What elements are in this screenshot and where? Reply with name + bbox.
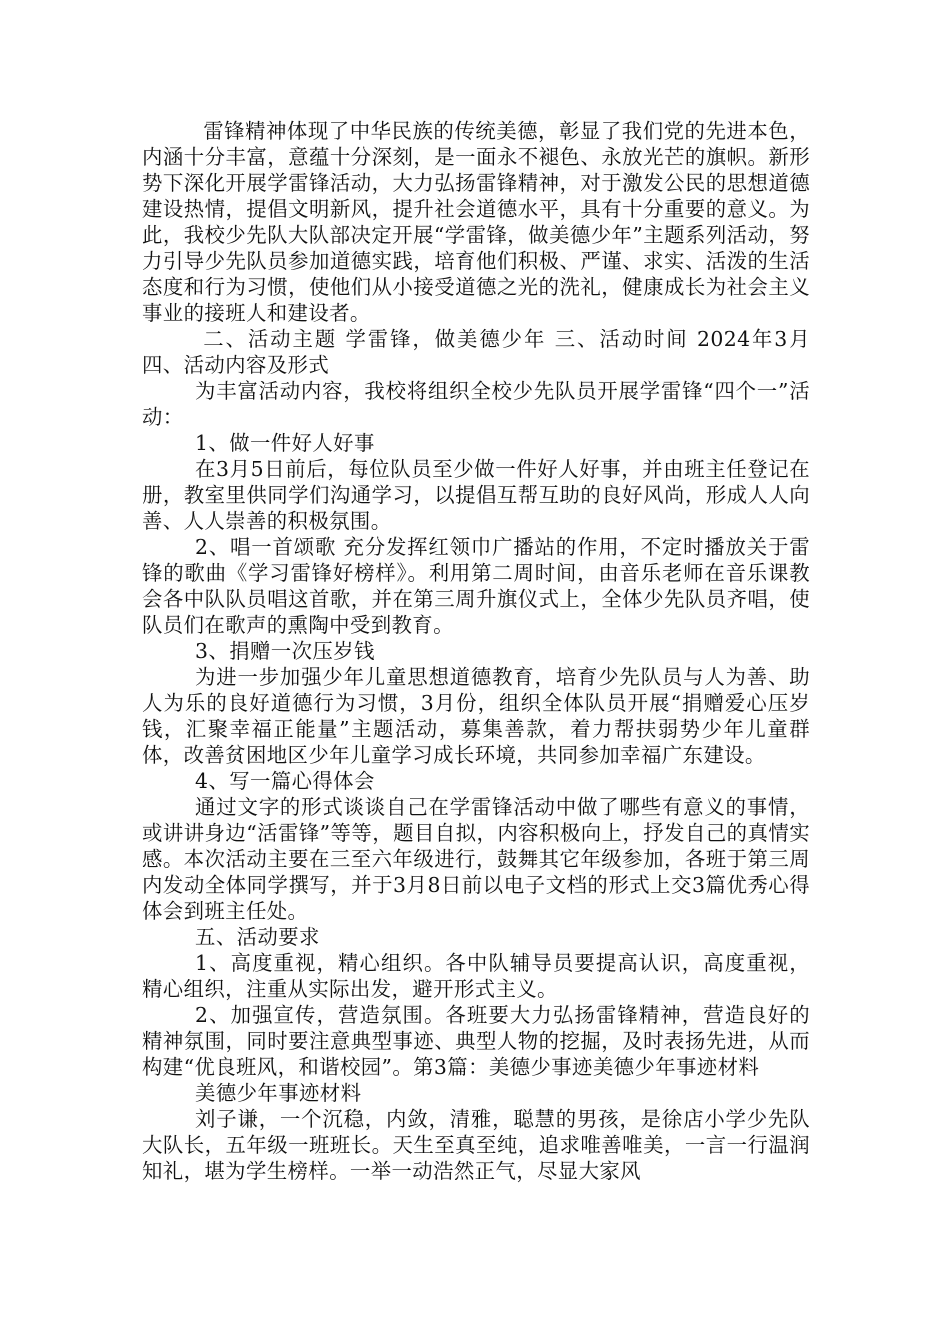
heading-good-deed: 1、做一件好人好事 (195, 431, 375, 455)
heading-donation: 3、捐赠一次压岁钱 (195, 639, 375, 663)
paragraph-requirement-2: 2、加强宣传，营造氛围。各班要大力弘扬雷锋精神，营造良好的精神氛围，同时要注意典型事迹、典型人物的挖掘，及时表扬先进，从而构建“优良班风，和谐校园”。第3篇：美德少事迹美德少年事迹材料 (142, 1003, 810, 1079)
heading-essay: 4、写一篇心得体会 (195, 769, 375, 793)
paragraph-activity-overview: 为丰富活动内容，我校将组织全校少先队员开展学雷锋“四个一”活动： (142, 379, 810, 429)
document-body (142, 118, 810, 1184)
heading-deed-material: 美德少年事迹材料 (195, 1081, 362, 1105)
paragraph-song: 2、唱一首颂歌 充分发挥红领巾广播站的作用，不定时播放关于雷锋的歌曲《学习雷锋好榜样》。利用第二周时间，由音乐老师在音乐课教会各中队队员唱这首歌，并在第三周升旗仪式上，全体少先队员齐唱，使队员们在歌声的熏陶中受到教育。 (142, 535, 810, 637)
paragraph-good-deed: 在3月5日前后，每位队员至少做一件好人好事，并由班主任登记在册，教室里供同学们沟通学习，以提倡互帮互助的良好风尚，形成人人向善、人人崇善的积极氛围。 (142, 457, 810, 533)
paragraph-deed-material: 刘子谦，一个沉稳，内敛，清雅，聪慧的男孩，是徐店小学少先队大队长，五年级一班班长。天生至真至纯，追求唯善唯美，一言一行温润知礼，堪为学生榜样。一举一动浩然正气，尽显大家风 (142, 1107, 810, 1183)
paragraph-theme-and-time: 二、活动主题 学雷锋，做美德少年 三、活动时间 2024年3月 四、活动内容及形式 (142, 327, 810, 377)
paragraph-essay: 通过文字的形式谈谈自己在学雷锋活动中做了哪些有意义的事情，或讲讲身边“活雷锋”等等，题目自拟，内容积极向上，抒发自己的真情实感。本次活动主要在三至六年级进行，鼓舞其它年级参加，各班于第三周内发动全体同学撰写，并于3月8日前以电子文档的形式上交3篇优秀心得体会到班主任处。 (142, 795, 810, 923)
paragraph-donation: 为进一步加强少年儿童思想道德教育，培育少先队员与人为善、助人为乐的良好道德行为习惯，3月份，组织全体队员开展“捐赠爱心压岁钱，汇聚幸福正能量”主题活动，募集善款，着力帮扶弱势少年儿童群体，改善贫困地区少年儿童学习成长环境，共同参加幸福广东建设。 (142, 665, 810, 767)
paragraph-intro: 雷锋精神体现了中华民族的传统美德，彰显了我们党的先进本色，内涵十分丰富，意蕴十分深刻，是一面永不褪色、永放光芒的旗帜。新形势下深化开展学雷锋活动，大力弘扬雷锋精神，对于激发公民的思想道德建设热情，提倡文明新风，提升社会道德水平，具有十分重要的意义。为此，我校少先队大队部决定开展“学雷锋，做美德少年”主题系列活动，努力引导少先队员参加道德实践，培育他们积极、严谨、求实、活泼的生活态度和行为习惯，使他们从小接受道德之光的洗礼，健康成长为社会主义事业的接班人和建设者。 (142, 119, 810, 325)
paragraph-requirement-1: 1、高度重视，精心组织。各中队辅导员要提高认识，高度重视，精心组织，注重从实际出发，避开形式主义。 (142, 951, 810, 1001)
heading-requirements: 五、活动要求 (195, 925, 320, 949)
